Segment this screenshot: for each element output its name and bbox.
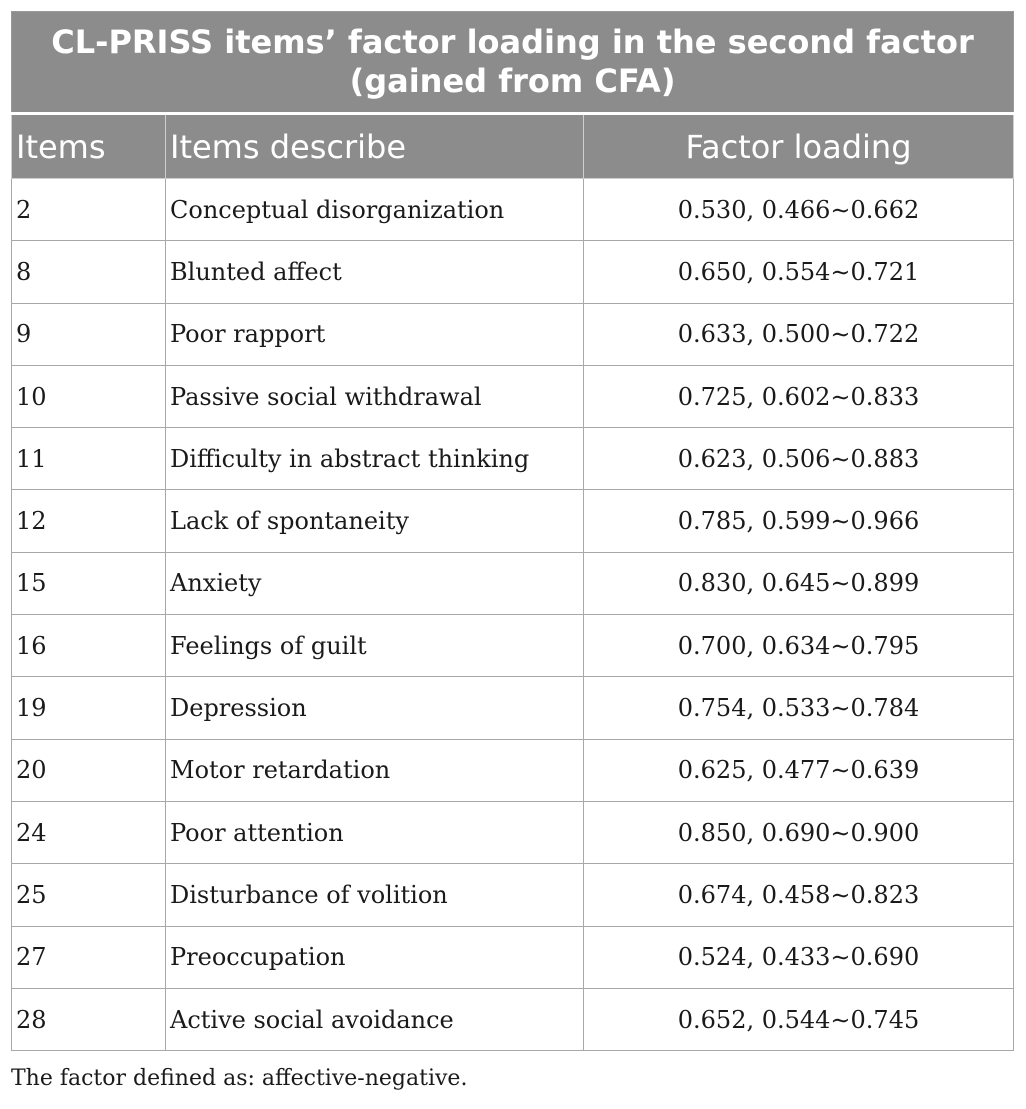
- table-row: [12, 303, 1014, 365]
- item-number: 12: [12, 490, 166, 552]
- table-header-row: [12, 114, 1014, 179]
- table-row: [12, 365, 1014, 427]
- item-description: Active social avoidance: [166, 988, 584, 1050]
- factor-loading-value: 0.650, 0.554∼0.721: [584, 241, 1014, 303]
- table-row: [12, 490, 1014, 552]
- table-row: [12, 615, 1014, 677]
- item-description: Disturbance of volition: [166, 864, 584, 926]
- item-description: Depression: [166, 677, 584, 739]
- item-description: Lack of spontaneity: [166, 490, 584, 552]
- table-row: [12, 739, 1014, 801]
- table-row: [12, 241, 1014, 303]
- table-title: CL-PRISS items’ factor loading in the second factor (gained from CFA): [12, 12, 1014, 114]
- factor-loading-value: 0.623, 0.506∼0.883: [584, 428, 1014, 490]
- table-title-row: [12, 12, 1014, 114]
- factor-loading-value: 0.725, 0.602∼0.833: [584, 365, 1014, 427]
- item-number: 28: [12, 988, 166, 1050]
- table-row: [12, 428, 1014, 490]
- item-number: 25: [12, 864, 166, 926]
- factor-loading-value: 0.625, 0.477∼0.639: [584, 739, 1014, 801]
- header-items: Items: [12, 114, 166, 179]
- table-row: [12, 179, 1014, 241]
- item-description: Conceptual disorganization: [166, 179, 584, 241]
- item-number: 9: [12, 303, 166, 365]
- factor-loading-value: 0.830, 0.645∼0.899: [584, 552, 1014, 614]
- factor-loading-table-container: [11, 11, 1013, 1051]
- factor-loading-value: 0.530, 0.466∼0.662: [584, 179, 1014, 241]
- item-number: 27: [12, 926, 166, 988]
- item-number: 8: [12, 241, 166, 303]
- factor-loading-value: 0.785, 0.599∼0.966: [584, 490, 1014, 552]
- header-items-describe: Items describe: [166, 114, 584, 179]
- item-number: 16: [12, 615, 166, 677]
- factor-loading-value: 0.633, 0.500∼0.722: [584, 303, 1014, 365]
- item-number: 11: [12, 428, 166, 490]
- factor-loading-value: 0.652, 0.544∼0.745: [584, 988, 1014, 1050]
- table-row: [12, 801, 1014, 863]
- item-number: 24: [12, 801, 166, 863]
- item-number: 15: [12, 552, 166, 614]
- item-number: 2: [12, 179, 166, 241]
- table-row: [12, 677, 1014, 739]
- table-footnote: The factor defined as: affective-negative.: [11, 1066, 468, 1091]
- item-description: Feelings of guilt: [166, 615, 584, 677]
- table-row: [12, 988, 1014, 1050]
- item-description: Anxiety: [166, 552, 584, 614]
- item-description: Blunted affect: [166, 241, 584, 303]
- item-number: 19: [12, 677, 166, 739]
- item-description: Preoccupation: [166, 926, 584, 988]
- item-number: 10: [12, 365, 166, 427]
- factor-loading-table: [11, 11, 1014, 1051]
- item-description: Passive social withdrawal: [166, 365, 584, 427]
- item-number: 20: [12, 739, 166, 801]
- header-factor-loading: Factor loading: [584, 114, 1014, 179]
- item-description: Difficulty in abstract thinking: [166, 428, 584, 490]
- table-row: [12, 552, 1014, 614]
- item-description: Poor rapport: [166, 303, 584, 365]
- factor-loading-value: 0.754, 0.533∼0.784: [584, 677, 1014, 739]
- factor-loading-value: 0.674, 0.458∼0.823: [584, 864, 1014, 926]
- factor-loading-value: 0.524, 0.433∼0.690: [584, 926, 1014, 988]
- factor-loading-value: 0.850, 0.690∼0.900: [584, 801, 1014, 863]
- item-description: Motor retardation: [166, 739, 584, 801]
- item-description: Poor attention: [166, 801, 584, 863]
- factor-loading-value: 0.700, 0.634∼0.795: [584, 615, 1014, 677]
- table-row: [12, 864, 1014, 926]
- table-row: [12, 926, 1014, 988]
